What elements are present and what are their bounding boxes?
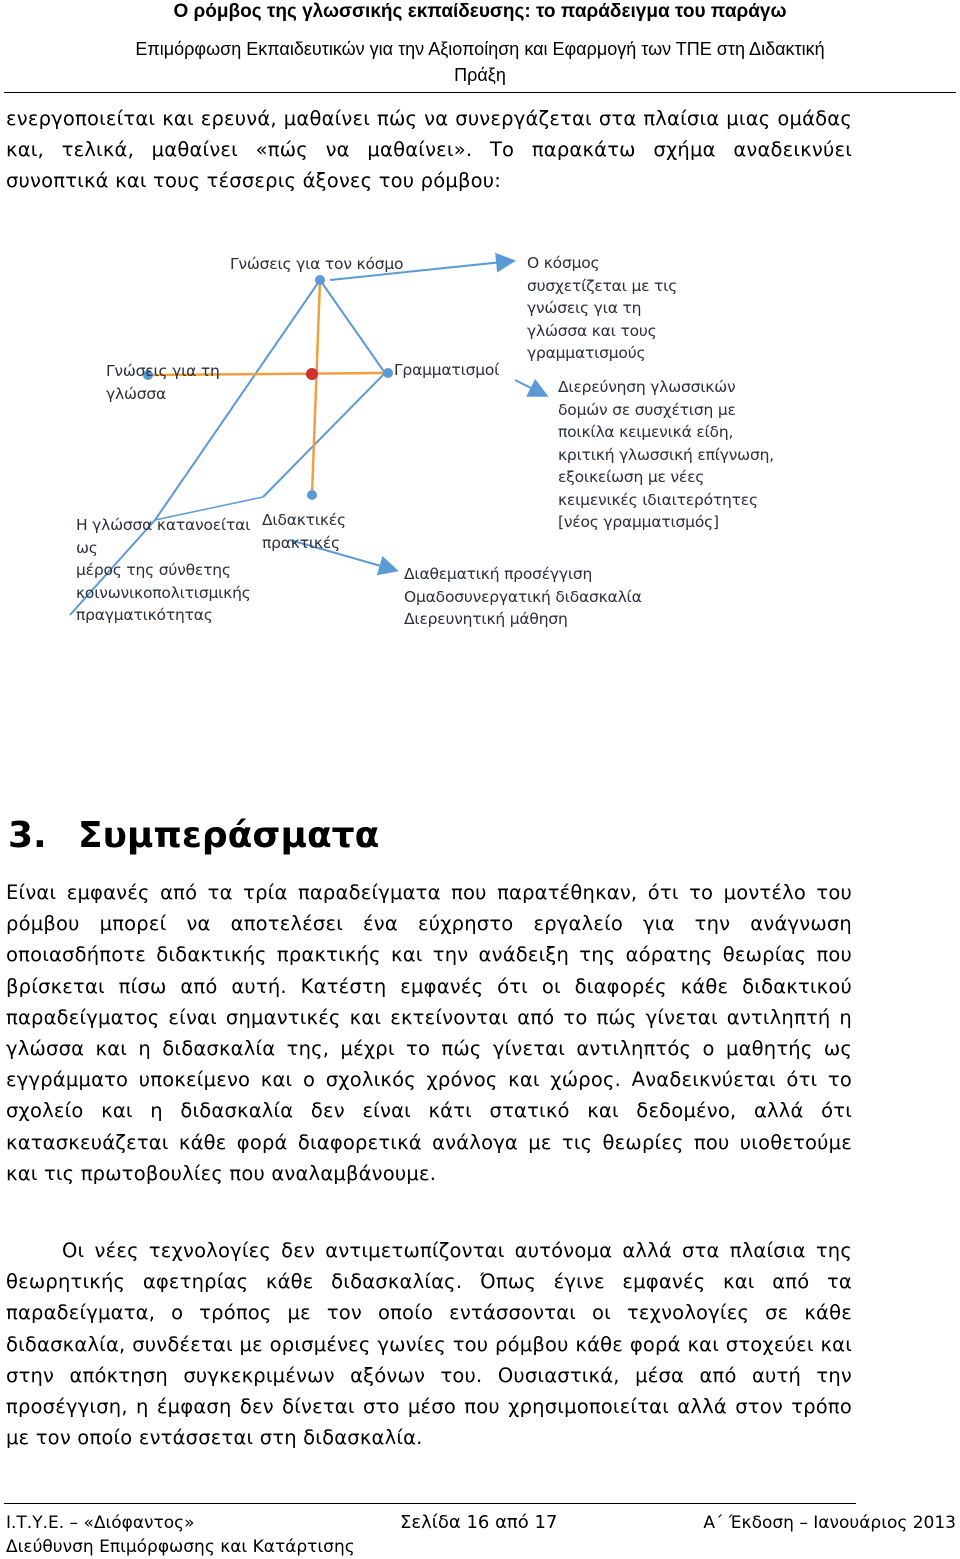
note-line: Η γλώσσα κατανοείται — [76, 516, 251, 534]
label-line: Διδακτικές — [262, 511, 346, 529]
note-line: γραμματισμούς — [527, 344, 646, 362]
label-line: γλώσσα — [106, 384, 166, 403]
footer-edition: Α΄ Έκδοση – Ιανουάριος 2013 — [703, 1513, 956, 1533]
intro-paragraph: ενεργοποιείται και ερευνά, μαθαίνει πώς να συνεργάζεται στα πλαίσια μιας ομάδας και, τελικά, μαθαίνει «πώς να μαθαίνει». Το παρακάτω σχήμα αναδεικνύει συνοπτικά και τους τέσσερις άξονες του ρόμβου: — [6, 107, 852, 193]
footer-page-number: Σελίδα 16 από 17 — [400, 1512, 558, 1533]
note-line: ποικίλα κειμενικά είδη, — [558, 423, 734, 441]
note-line: δομών σε συσχέτιση με — [558, 400, 736, 419]
note-line: κειμενικές ιδιαιτερότητες — [558, 490, 758, 509]
top-node — [315, 275, 325, 285]
section-number: 3. — [8, 815, 47, 856]
note-line: εξοικείωση με νέες — [558, 468, 705, 486]
note-line: μέρος της σύνθετης — [76, 561, 231, 579]
rhombus-edge-top-right — [320, 280, 385, 373]
note-line: πραγματικότητας — [76, 606, 213, 624]
center-node — [306, 368, 318, 380]
note-line: [νέος γραμματισμός] — [558, 513, 719, 531]
note-literacy — [558, 376, 774, 534]
note-world — [527, 252, 677, 365]
section-title-text: Συμπεράσματα — [78, 815, 380, 856]
vertical-axis-line — [312, 280, 320, 495]
footer-org: Ι.Τ.Υ.Ε. – «Διόφαντος» — [6, 1513, 195, 1533]
note-language — [76, 514, 251, 627]
header-subtitle-line-2: Πράξη — [454, 65, 506, 85]
label-line: πρακτικές — [262, 533, 340, 552]
label-line: Γνώσεις για τη — [106, 362, 220, 380]
note-line: γλώσσα και τους — [527, 321, 657, 340]
note-line: κοινωνικοπολιτισμικής — [76, 583, 251, 602]
bottom-node — [307, 490, 317, 500]
label-literacies: Γραμματισμοί — [394, 361, 500, 379]
conclusion-paragraph-1: Είναι εμφανές από τα τρία παραδείγματα που παρατέθηκαν, ότι το μοντέλο του ρόμβου μπορεί να αποτελέσει ένα εύχρηστο εργαλείο για την ανάγνωση οποιασδήποτε διδακτικής πρακτικής και την ανάδειξη της αόρατης θεωρίας που βρίσκεται πίσω από αυτή. Κατέστη εμφανές ότι οι διαφορές κάθε διδακτικού παραδείγματος είναι σημαντικές και εκτείνονται από το πώς γίνεται αντιληπτή η γλώσσα και η διδασκαλία της, μέχρι το πώς γίνεται αντιληπτός ο μαθητής ως εγγράμματο υποκείμενο και ο σχολικός χρόνος και χώρος. Αναδεικνύεται ότι το σχολείο και η διδασκαλία δεν είναι κάτι στατικό και δεδομένο, αλλά ότι κατασκευάζεται κάθε φορά διαφορετικά ανάλογα με τις θεωρίες που υιοθετούμε και τις πρωτοβουλίες που αναλαμβάνουμε. — [6, 881, 852, 1185]
header-divider — [4, 92, 956, 93]
label-language-knowledge — [106, 360, 220, 405]
note-line: Διερεύνηση γλωσσικών — [558, 378, 736, 396]
label-teaching-practices — [262, 509, 346, 554]
header-title: Ο ρόμβος της γλωσσικής εκπαίδευσης: το παράδειγμα του παράγω — [173, 1, 787, 22]
note-line: Ο κόσμος — [527, 254, 600, 272]
rhombus-edge-right-bottom — [263, 373, 385, 497]
rhombus-diagram — [0, 235, 960, 655]
footer-divider — [4, 1503, 856, 1504]
conclusion-paragraph-2: Οι νέες τεχνολογίες δεν αντιμετωπίζονται αυτόνομα αλλά στα πλαίσια της θεωρητικής αφετηρίας κάθε διδασκαλίας. Όπως έγινε εμφανές και από τα παραδείγματα, ο τρόπος με τον οποίο εντάσσονται οι τεχνολογίες σε κάθε διδασκαλία, συνδέεται με ορισμένες γωνίες του ρόμβου κάθε φορά και στοχεύει και στην απόκτηση συγκεκριμένων αξόνων του. Ουσιαστικά, μέσα από αυτή την προσέγγιση, η έμφαση δεν δίνεται στο μέσο που χρησιμοποιείται αλλά στον τρόπο με τον οποίο εντάσσεται στη διδασκαλία. — [6, 1239, 852, 1450]
section-heading — [8, 806, 379, 866]
footer-department: Διεύθυνση Επιμόρφωσης και Κατάρτισης — [6, 1537, 355, 1557]
note-line: κριτική γλωσσική επίγνωση, — [558, 445, 774, 464]
note-line: συσχετίζεται με τις — [527, 276, 678, 295]
note-line: γνώσεις για τη — [527, 299, 642, 317]
note-line: Διερευνητική μάθηση — [404, 610, 568, 628]
note-practice — [404, 563, 642, 631]
literacy-arrow — [515, 380, 545, 395]
header-subtitle-line-1: Επιμόρφωση Εκπαιδευτικών για την Αξιοποίηση και Εφαρμογή των ΤΠΕ στη Διδακτική — [135, 39, 825, 59]
note-line: Διαθεματική προσέγγιση — [404, 565, 593, 583]
header-subtitle — [0, 36, 960, 88]
note-line: ως — [76, 538, 98, 557]
note-line: Ομαδοσυνεργατική διδασκαλία — [404, 587, 642, 606]
right-node — [383, 368, 393, 378]
label-world-knowledge: Γνώσεις για τον κόσμο — [230, 255, 404, 273]
